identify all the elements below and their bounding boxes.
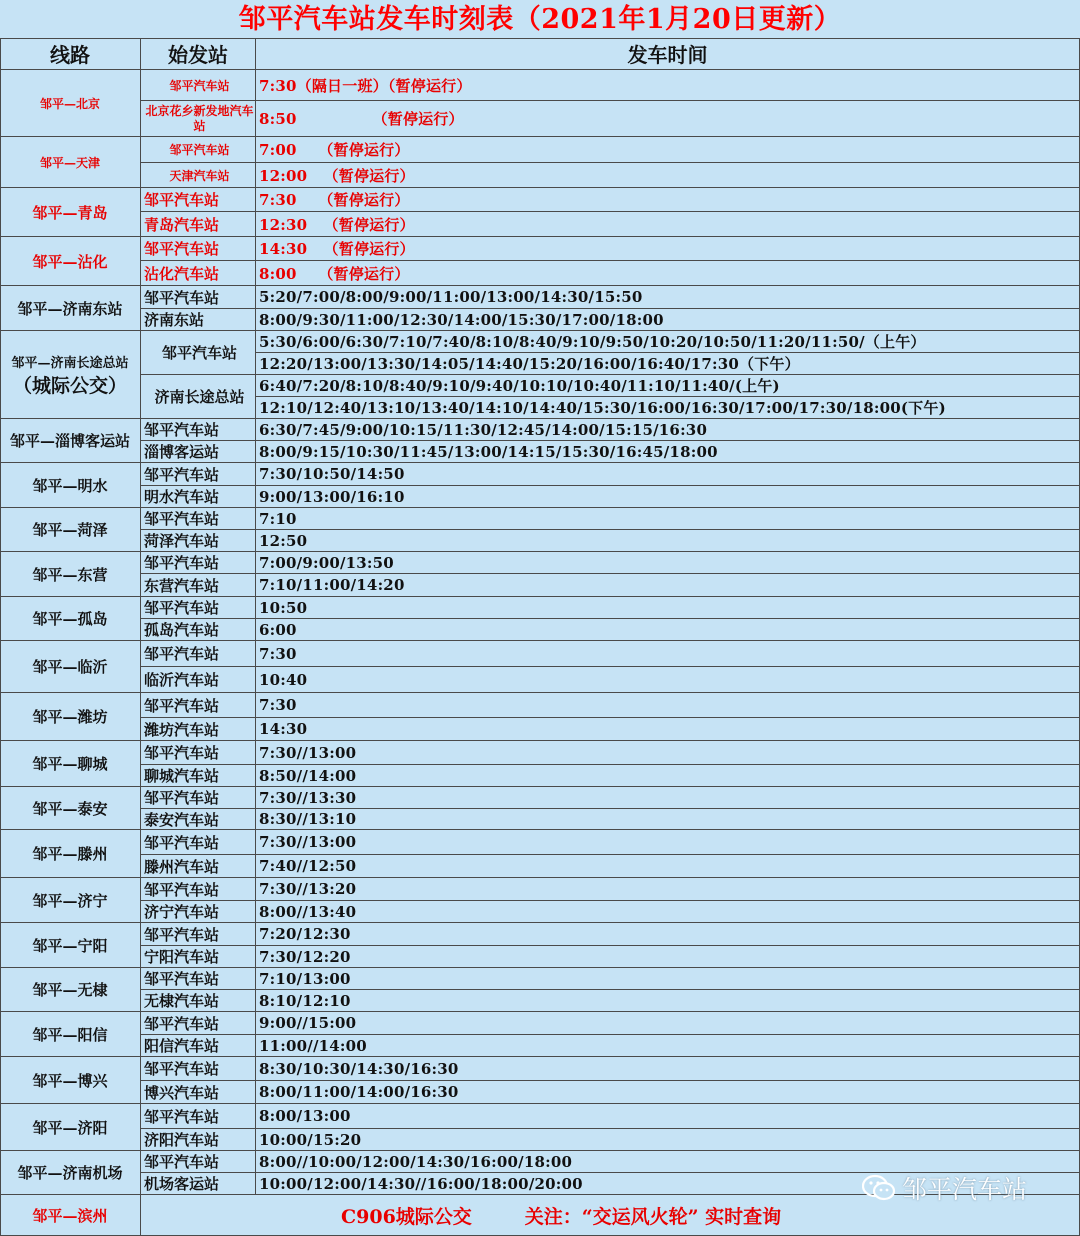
departure-times: 8:50//14:00	[256, 765, 1080, 787]
station-name: 无棣汽车站	[141, 990, 256, 1012]
station-name: 宁阳汽车站	[141, 946, 256, 968]
departure-times: 7:30//13:00	[256, 830, 1080, 855]
station-name: 邹平汽车站	[141, 1151, 256, 1173]
station-name: 邹平汽车站	[141, 830, 256, 855]
station-name: 邹平汽车站	[141, 508, 256, 530]
departure-times: 8:30/10:30/14:30/16:30	[256, 1057, 1080, 1081]
watermark-text: 邹平汽车站	[902, 1175, 1028, 1204]
station-name: 孤岛汽车站	[141, 619, 256, 641]
route-name: 邹平—青岛	[0, 188, 141, 237]
departure-times: 7:00 （暂停运行）	[256, 137, 1080, 163]
station-name: 东营汽车站	[141, 574, 256, 597]
departure-times: 8:00/9:15/10:30/11:45/13:00/14:15/15:30/16:45/18:00	[256, 441, 1080, 463]
departure-times: 7:40//12:50	[256, 855, 1080, 878]
station-name: 沾化汽车站	[141, 261, 256, 286]
station-name: 济南长途总站	[141, 375, 256, 419]
station-name: 邹平汽车站	[141, 693, 256, 718]
departure-times: 7:30	[256, 693, 1080, 718]
departure-times: 8:00 （暂停运行）	[256, 261, 1080, 286]
header-route: 线路	[0, 38, 141, 70]
departure-times: 8:00//13:40	[256, 901, 1080, 923]
departure-times: 6:30/7:45/9:00/10:15/11:30/12:45/14:00/15:15/16:30	[256, 419, 1080, 441]
station-name: 青岛汽车站	[141, 212, 256, 237]
header-station: 始发站	[141, 38, 256, 70]
route-name: 邹平—潍坊	[0, 693, 141, 741]
station-name: 博兴汽车站	[141, 1081, 256, 1104]
route-name: 邹平—泰安	[0, 787, 141, 830]
departure-times: 10:50	[256, 597, 1080, 619]
departure-times: 14:30	[256, 718, 1080, 741]
station-name: 济阳汽车站	[141, 1129, 256, 1151]
departure-times: 5:20/7:00/8:00/9:00/11:00/13:00/14:30/15:50	[256, 286, 1080, 309]
departure-times: 12:20/13:00/13:30/14:05/14:40/15:20/16:00/16:40/17:30（下午）	[256, 353, 1080, 375]
station-name: 邹平汽车站	[141, 968, 256, 990]
route-name: 邹平—东营	[0, 552, 141, 597]
watermark	[862, 1170, 1027, 1206]
station-name: 北京花乡新发地汽车站	[141, 101, 256, 137]
station-name: 邹平汽车站	[141, 597, 256, 619]
departure-times: 8:10/12:10	[256, 990, 1080, 1012]
departure-times: 8:30//13:10	[256, 809, 1080, 830]
route-name: 邹平—济阳	[0, 1104, 141, 1151]
departure-times: 8:50 （暂停运行）	[256, 101, 1080, 137]
station-name: 邹平汽车站	[141, 463, 256, 486]
station-name: 邹平汽车站	[141, 878, 256, 901]
departure-times: 10:00/15:20	[256, 1129, 1080, 1151]
route-name	[0, 331, 141, 419]
departure-times: 7:30（隔日一班）（暂停运行）	[256, 70, 1080, 101]
departure-times: 9:00/13:00/16:10	[256, 486, 1080, 508]
station-name: 邹平汽车站	[141, 641, 256, 667]
departure-times: 11:00//14:00	[256, 1035, 1080, 1057]
departure-times: 8:00/9:30/11:00/12:30/14:00/15:30/17:00/18:00	[256, 309, 1080, 331]
departure-times: 5:30/6:00/6:30/7:10/7:40/8:10/8:40/9:10/9:50/10:20/10:50/11:20/11:50/（上午）	[256, 331, 1080, 353]
station-name: 天津汽车站	[141, 163, 256, 188]
station-name: 潍坊汽车站	[141, 718, 256, 741]
departure-times: 7:30/12:20	[256, 946, 1080, 968]
wechat-icon	[862, 1174, 896, 1202]
departure-times: 7:30/10:50/14:50	[256, 463, 1080, 486]
departure-times: 7:30//13:30	[256, 787, 1080, 809]
station-name: 临沂汽车站	[141, 667, 256, 693]
station-name: 邹平汽车站	[141, 923, 256, 946]
route-name: 邹平—济南东站	[0, 286, 141, 331]
station-name: 邹平汽车站	[141, 237, 256, 261]
departure-times: 7:30	[256, 641, 1080, 667]
departure-times: 12:00 （暂停运行）	[256, 163, 1080, 188]
station-name: 邹平汽车站	[141, 286, 256, 309]
departure-times: 12:30 （暂停运行）	[256, 212, 1080, 237]
departure-times: 10:00/12:00/14:30//16:00/18:00/20:00	[256, 1173, 1080, 1195]
station-name: 邹平汽车站	[141, 188, 256, 212]
station-name: 邹平汽车站	[141, 1057, 256, 1081]
route-name: 邹平—阳信	[0, 1012, 141, 1057]
route-name: 邹平—滕州	[0, 830, 141, 878]
page-title: 邹平汽车站发车时刻表（2021年1月20日更新）	[238, 4, 842, 35]
route-name: 邹平—宁阳	[0, 923, 141, 968]
station-name: 机场客运站	[141, 1173, 256, 1195]
station-name: 邹平汽车站	[141, 137, 256, 163]
departure-times: 6:00	[256, 619, 1080, 641]
station-name: 邹平汽车站	[141, 70, 256, 101]
departure-times: 7:20/12:30	[256, 923, 1080, 946]
departure-times: 7:30//13:00	[256, 741, 1080, 765]
station-name: 聊城汽车站	[141, 765, 256, 787]
station-name: 邹平汽车站	[141, 741, 256, 765]
departure-times: 12:50	[256, 530, 1080, 552]
route-name: 邹平—博兴	[0, 1057, 141, 1104]
station-name: 济南东站	[141, 309, 256, 331]
station-name: 邹平汽车站	[141, 419, 256, 441]
route-name: 邹平—明水	[0, 463, 141, 508]
departure-times: 10:40	[256, 667, 1080, 693]
station-name: 淄博客运站	[141, 441, 256, 463]
route-name: 邹平—临沂	[0, 641, 141, 693]
station-name: 邹平汽车站	[141, 1104, 256, 1129]
route-name-line: 邹平—济南长途总站	[11, 355, 129, 371]
departure-times: 7:10/11:00/14:20	[256, 574, 1080, 597]
route-name: 邹平—北京	[0, 70, 141, 137]
departure-times: 12:10/12:40/13:10/13:40/14:10/14:40/15:30/16:00/16:30/17:00/17:30/18:00(下午)	[256, 397, 1080, 419]
route-note: C906城际公交 关注：“交运风火轮” 实时查询	[141, 1195, 1080, 1236]
station-name: 邹平汽车站	[141, 331, 256, 375]
departure-times: 7:30//13:20	[256, 878, 1080, 901]
route-name: 邹平—菏泽	[0, 508, 141, 552]
departure-times: 9:00//15:00	[256, 1012, 1080, 1035]
station-name: 泰安汽车站	[141, 809, 256, 830]
route-name: 邹平—孤岛	[0, 597, 141, 641]
station-name: 济宁汽车站	[141, 901, 256, 923]
departure-times: 7:00/9:00/13:50	[256, 552, 1080, 574]
station-name: 滕州汽车站	[141, 855, 256, 878]
station-name: 邹平汽车站	[141, 787, 256, 809]
station-name: 明水汽车站	[141, 486, 256, 508]
departure-times: 7:10	[256, 508, 1080, 530]
route-name: 邹平—济宁	[0, 878, 141, 923]
route-name: 邹平—沾化	[0, 237, 141, 286]
departure-times: 8:00/11:00/14:00/16:30	[256, 1081, 1080, 1104]
route-name: 邹平—滨州	[0, 1195, 141, 1236]
departure-times: 14:30 （暂停运行）	[256, 237, 1080, 261]
route-name: 邹平—济南机场	[0, 1151, 141, 1195]
route-subtitle: （城际公交）	[12, 374, 127, 397]
departure-times: 6:40/7:20/8:10/8:40/9:10/9:40/10:10/10:40/11:10/11:40/(上午)	[256, 375, 1080, 397]
header-time: 发车时间	[256, 38, 1080, 70]
route-name: 邹平—聊城	[0, 741, 141, 787]
station-name: 阳信汽车站	[141, 1035, 256, 1057]
departure-times: 7:10/13:00	[256, 968, 1080, 990]
departure-times: 8:00/13:00	[256, 1104, 1080, 1129]
route-name: 邹平—无棣	[0, 968, 141, 1012]
departure-times: 8:00//10:00/12:00/14:30/16:00/18:00	[256, 1151, 1080, 1173]
departure-times: 7:30 （暂停运行）	[256, 188, 1080, 212]
station-name: 菏泽汽车站	[141, 530, 256, 552]
route-name: 邹平—淄博客运站	[0, 419, 141, 463]
station-name: 邹平汽车站	[141, 552, 256, 574]
station-name: 邹平汽车站	[141, 1012, 256, 1035]
route-name: 邹平—天津	[0, 137, 141, 188]
